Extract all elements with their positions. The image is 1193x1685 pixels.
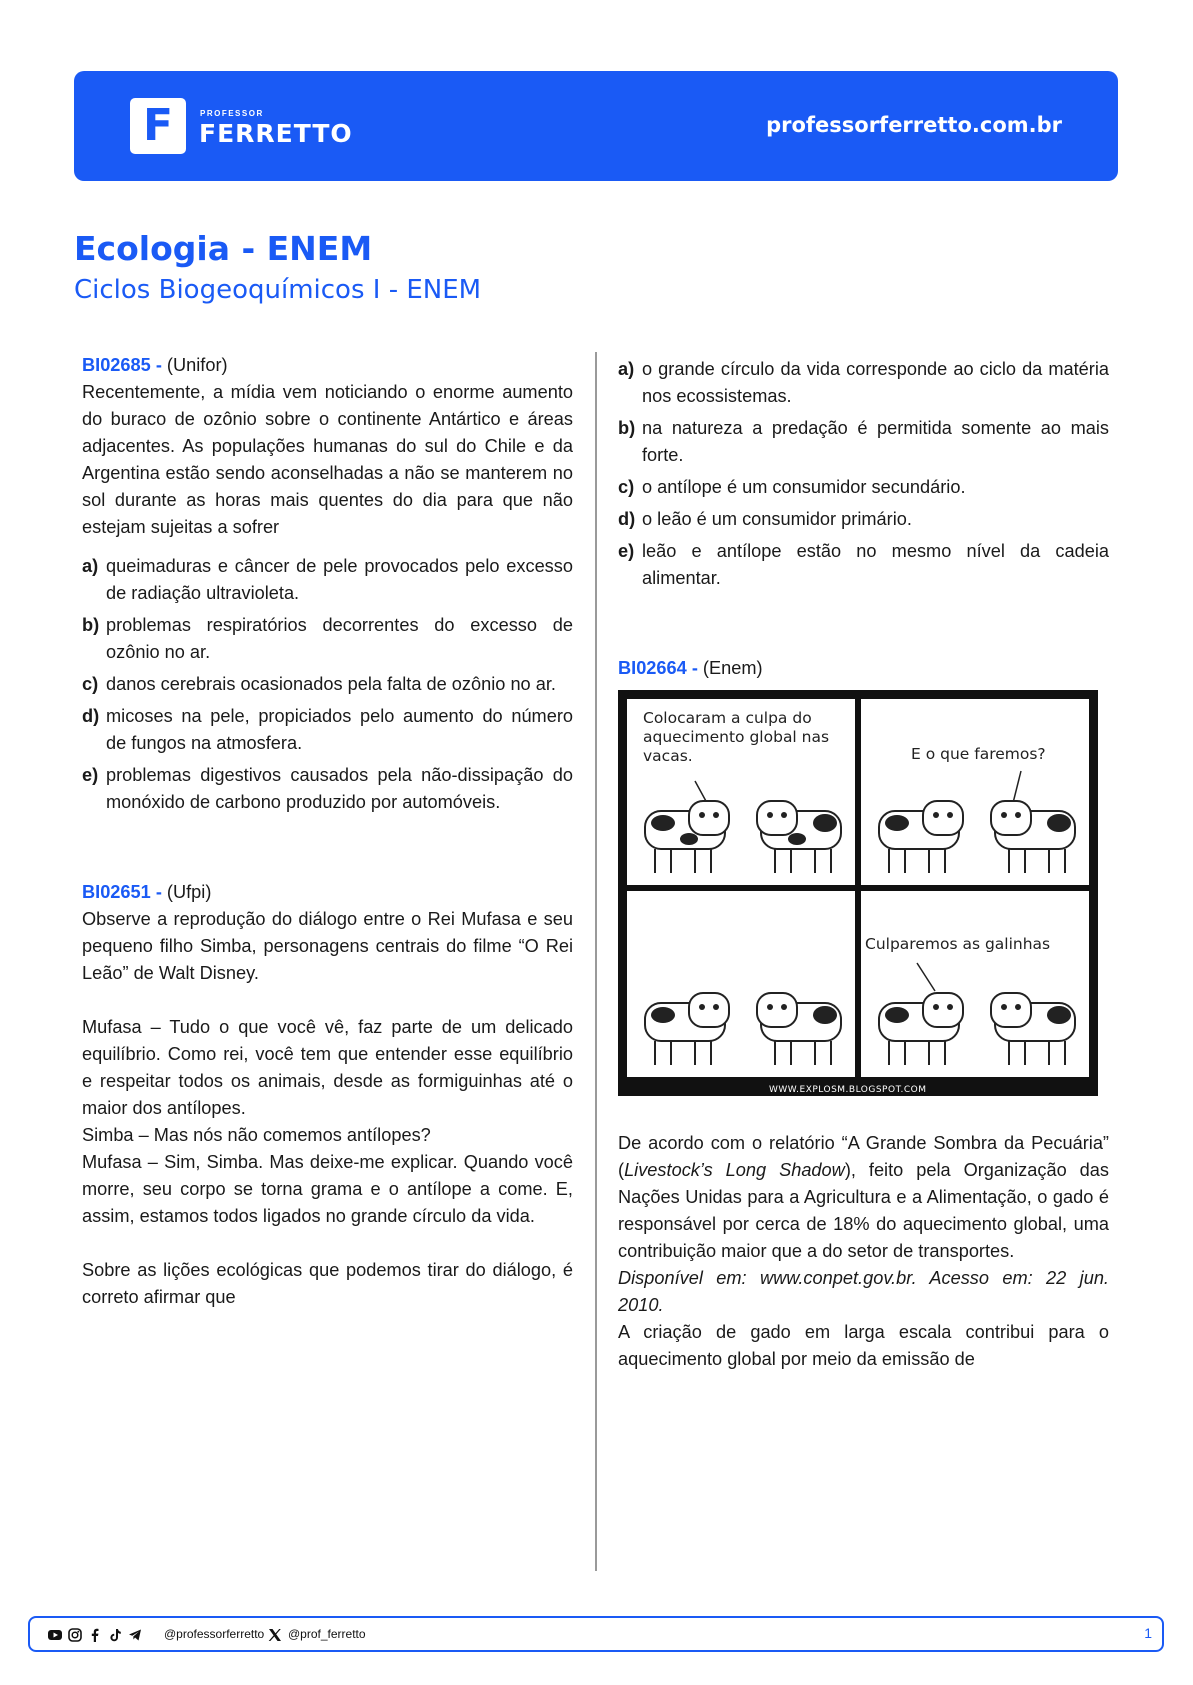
question-source: (Unifor) [161,355,228,375]
option-letter: c) [82,674,99,694]
social-handle[interactable]: @professorferretto [164,1627,265,1641]
option-letter: a) [82,556,99,576]
question-header-1 [82,352,573,379]
option-letter: d) [82,706,100,726]
question-code: BI02664 - [618,658,698,678]
option-text: na natureza a predação é permitida somente ao mais forte. [642,418,1109,465]
cow-icon [645,801,729,873]
cow-pair-drawing [627,891,855,1077]
option-letter: a) [618,359,635,379]
option-text: o leão é um consumidor primário. [642,509,912,529]
option-e[interactable] [618,538,1109,592]
comic-panel-3 [627,891,855,1077]
question-header-3 [618,655,1109,682]
text-italic: Livestock’s Long Shadow [624,1160,845,1180]
question-intro: Observe a reprodução do diálogo entre o Rei Mufasa e seu pequeno filho Simba, personagens centrais do filme “O Rei Leão” de Walt Disney. [82,909,573,983]
cow-icon [757,801,841,873]
option-letter: d) [618,509,636,529]
question-source: (Enem) [697,658,763,678]
telegram-icon[interactable] [128,1628,142,1642]
comic-credit: WWW.EXPLOSM.BLOGSPOT.COM [769,1085,927,1095]
option-b[interactable] [618,415,1109,469]
cow-icon [757,993,841,1065]
question-text [618,1130,1109,1265]
option-letter: b) [618,418,636,438]
logo-top-text: PROFESSOR [200,109,264,118]
option-letter: e) [618,541,635,561]
column-divider [595,352,597,1571]
logo-name: FERRETTO [199,119,353,148]
instagram-icon[interactable] [68,1628,82,1642]
logo-letter: F [142,100,174,151]
option-text: queimaduras e câncer de pele provocados pelo excesso de radiação ultravioleta. [106,556,573,603]
question-code: BI02651 - [82,882,162,902]
options-list [82,553,573,816]
question-source: (Ufpi) [161,882,212,902]
logo-icon[interactable] [130,98,186,154]
option-d[interactable] [82,703,573,757]
option-text: problemas digestivos causados pela não-dissipação do monóxido de carbono produzido por automóveis. [106,765,573,812]
option-d[interactable] [618,506,1109,533]
option-b[interactable] [82,612,573,666]
cow-icon [991,801,1075,873]
option-text: micoses na pele, propiciados pelo aumento do número de fungos na atmosfera. [106,706,573,753]
option-letter: e) [82,765,99,785]
option-c[interactable] [618,474,1109,501]
dialog-line-1: Mufasa – Tudo o que você vê, faz parte de um delicado equilíbrio. Como rei, você tem que entender esse equilíbrio e respeitar todos os animais, desde as formiguinhas até o maior dos antílopes. [82,1017,573,1118]
left-column [82,352,573,1311]
option-text: leão e antílope estão no mesmo nível da cadeia alimentar. [642,541,1109,588]
speech-text: Culparemos as galinhas [865,935,1051,953]
footer-bar [28,1616,1164,1652]
x-handle[interactable]: @prof_ferretto [288,1627,366,1641]
option-text: o grande círculo da vida corresponde ao ciclo da matéria nos ecossistemas. [642,359,1109,406]
question-prompt: Sobre as lições ecológicas que podemos tirar do diálogo, é correto afirmar que [82,1260,573,1307]
option-letter: c) [618,477,635,497]
speech-text: E o que faremos? [911,745,1046,763]
social-icons [48,1626,148,1644]
x-icon[interactable] [268,1628,282,1642]
page-number: 1 [1144,1625,1152,1641]
question-header-2 [82,879,573,906]
cow-icon [645,993,729,1065]
question-text: Recentemente, a mídia vem noticiando o enorme aumento do buraco de ozônio sobre o continente Antártico e áreas adjacentes. As populações humanas do sul do Chile e da Argentina estão sendo aconselhadas a não se manterem no sol durante as horas mais quentes do dia para que não estejam sujeitas a sofrer [82,382,573,537]
cow-icon [879,801,963,873]
text-part: De acordo com o relatório “A Grande Sombra da Pecuária” ( [618,1133,1109,1180]
comic-panel-1 [627,699,855,885]
site-link[interactable]: professorferretto.com.br [766,113,1062,137]
option-text: o antílope é um consumidor secundário. [642,477,966,497]
citation: Disponível em: www.conpet.gov.br. Acesso em: 22 jun. 2010. [618,1268,1109,1315]
option-a[interactable] [618,356,1109,410]
option-text: problemas respiratórios decorrentes do excesso de ozônio no ar. [106,615,573,662]
right-column [618,356,1109,1373]
option-a[interactable] [82,553,573,607]
speech-text: Colocaram a culpa do aquecimento global nas vacas. [643,709,830,765]
text-part: ), feito pela Organização das Nações Unidas para a Agricultura e a Alimentação, o gado é responsável por cerca de 18% do aquecimento global, uma contribuição maior que a do setor de transportes. [618,1160,1109,1261]
option-letter: b) [82,615,100,635]
question-code: BI02685 - [82,355,162,375]
cow-icon [991,993,1075,1065]
cow-pair-drawing [861,891,1089,1077]
question-prompt: A criação de gado em larga escala contribui para o aquecimento global por meio da emissão de [618,1322,1109,1369]
cow-pair-drawing [627,699,855,885]
dialog-line-2: Simba – Mas nós não comemos antílopes? [82,1125,431,1145]
cow-pair-drawing [861,699,1089,885]
page-title: Ecologia - ENEM [74,229,373,268]
option-e[interactable] [82,762,573,816]
option-c[interactable] [82,671,573,698]
dialog-line-3: Mufasa – Sim, Simba. Mas deixe-me explicar. Quando você morre, seu corpo se torna grama e o antílope a come. E, assim, estamos todos ligados no grande círculo da vida. [82,1152,573,1226]
comic-panel-2 [861,699,1089,885]
page-subtitle: Ciclos Biogeoquímicos I - ENEM [74,275,482,305]
header-banner [74,71,1118,181]
youtube-icon[interactable] [48,1628,62,1642]
cow-icon [879,993,963,1065]
options-list [618,356,1109,592]
comic-strip [618,690,1098,1096]
option-text: danos cerebrais ocasionados pela falta de ozônio no ar. [106,674,556,694]
facebook-icon[interactable] [88,1628,102,1642]
comic-panel-4 [861,891,1089,1077]
tiktok-icon[interactable] [108,1628,122,1642]
